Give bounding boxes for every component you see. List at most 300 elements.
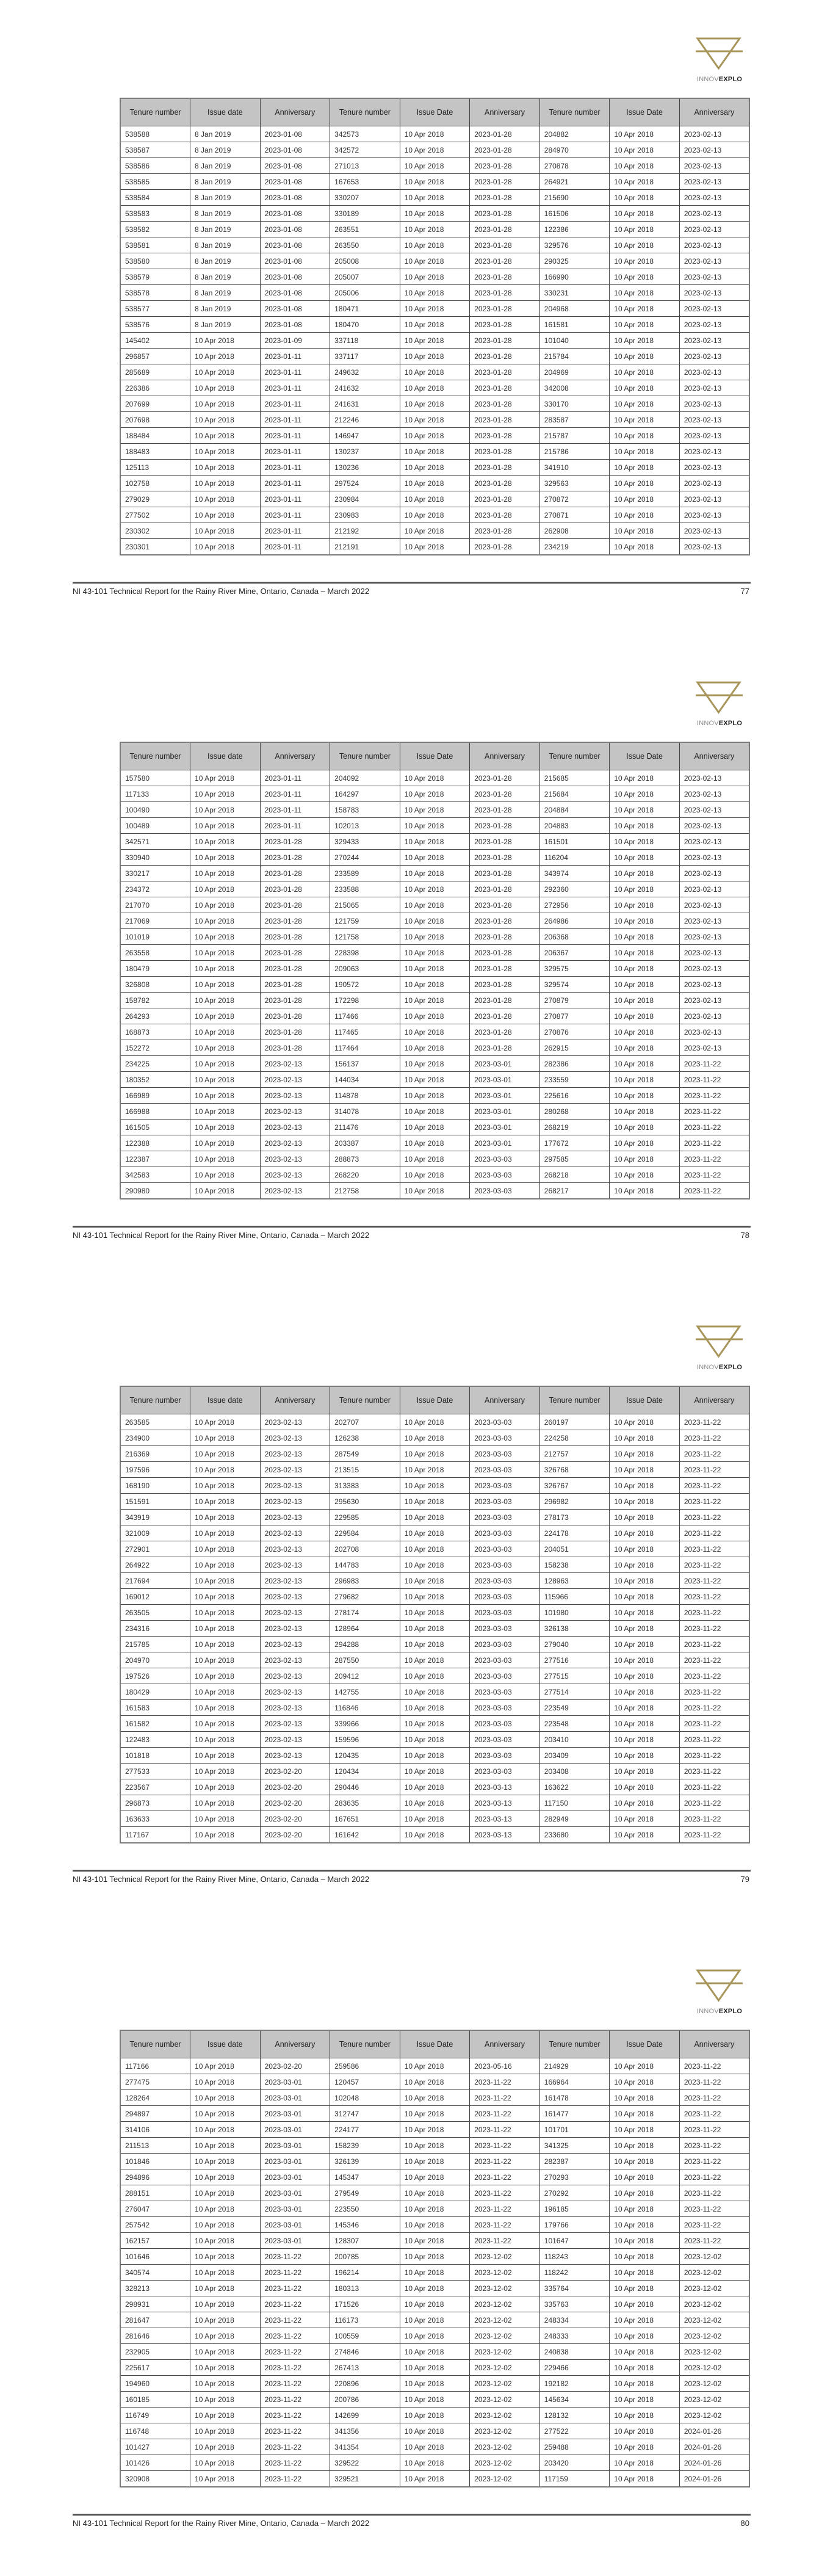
cell-issue-date: 10 Apr 2018: [190, 929, 261, 945]
cell-anniversary: 2023-01-28: [260, 961, 330, 977]
cell-tenure-number: 128132: [539, 2408, 610, 2423]
table-row: [120, 174, 749, 190]
cell-tenure-number: 297585: [539, 1151, 610, 1167]
cell-issue-date: 10 Apr 2018: [400, 1183, 470, 1199]
table-row: [120, 349, 749, 364]
cell-issue-date: 10 Apr 2018: [610, 2201, 680, 2217]
cell-tenure-number: 209063: [330, 961, 400, 977]
table-row: [120, 301, 749, 317]
cell-tenure-number: 117133: [120, 786, 190, 802]
cell-issue-date: 10 Apr 2018: [610, 2217, 680, 2233]
cell-anniversary: 2023-01-08: [260, 174, 330, 190]
cell-anniversary: 2023-01-28: [470, 349, 540, 364]
cell-issue-date: 10 Apr 2018: [190, 913, 261, 929]
cell-anniversary: 2024-01-26: [679, 2423, 749, 2439]
cell-anniversary: 2023-11-22: [679, 2138, 749, 2154]
table-row: [120, 1668, 749, 1684]
cell-issue-date: 10 Apr 2018: [400, 786, 470, 802]
cell-anniversary: 2023-12-02: [679, 2392, 749, 2408]
cell-tenure-number: 180471: [330, 301, 400, 317]
cell-anniversary: 2023-12-02: [470, 2265, 540, 2281]
cell-anniversary: 2023-02-13: [679, 285, 749, 301]
cell-tenure-number: 117159: [539, 2471, 610, 2487]
cell-anniversary: 2023-11-22: [260, 2360, 330, 2376]
column-header-tenure-number: Tenure number: [539, 1386, 610, 1414]
cell-anniversary: 2023-03-03: [470, 1748, 540, 1764]
cell-tenure-number: 294288: [330, 1637, 400, 1652]
table-row: [120, 1430, 749, 1446]
logo-text: INNOVEXPLO: [697, 2008, 743, 2015]
cell-tenure-number: 223550: [330, 2201, 400, 2217]
cell-tenure-number: 538584: [120, 190, 190, 206]
cell-tenure-number: 128307: [330, 2233, 400, 2249]
cell-anniversary: 2023-01-11: [260, 770, 330, 786]
cell-issue-date: 10 Apr 2018: [190, 1494, 261, 1510]
cell-tenure-number: 118242: [539, 2265, 610, 2281]
cell-tenure-number: 342583: [120, 1167, 190, 1183]
cell-tenure-number: 168873: [120, 1024, 190, 1040]
cell-tenure-number: 213515: [330, 1462, 400, 1478]
cell-tenure-number: 204092: [330, 770, 400, 786]
table-row: [120, 1478, 749, 1494]
cell-tenure-number: 313383: [330, 1478, 400, 1494]
cell-issue-date: 10 Apr 2018: [400, 349, 470, 364]
cell-tenure-number: 203410: [539, 1732, 610, 1748]
footer-divider: [73, 582, 751, 584]
cell-tenure-number: 145634: [539, 2392, 610, 2408]
cell-issue-date: 10 Apr 2018: [610, 1700, 680, 1716]
cell-issue-date: 10 Apr 2018: [400, 866, 470, 881]
cell-anniversary: 2023-02-13: [260, 1135, 330, 1151]
cell-issue-date: 10 Apr 2018: [610, 1494, 680, 1510]
footer-divider: [73, 2514, 751, 2516]
cell-tenure-number: 196214: [330, 2265, 400, 2281]
table-row: [120, 333, 749, 349]
cell-anniversary: 2023-01-28: [470, 945, 540, 961]
cell-tenure-number: 314078: [330, 1104, 400, 1120]
cell-issue-date: 10 Apr 2018: [190, 850, 261, 866]
cell-anniversary: 2023-01-11: [260, 349, 330, 364]
cell-tenure-number: 329574: [539, 977, 610, 993]
cell-anniversary: 2023-02-13: [260, 1088, 330, 1104]
cell-issue-date: 10 Apr 2018: [400, 2344, 470, 2360]
cell-anniversary: 2023-02-13: [679, 1008, 749, 1024]
cell-issue-date: 10 Apr 2018: [610, 333, 680, 349]
cell-issue-date: 10 Apr 2018: [610, 1637, 680, 1652]
cell-tenure-number: 215065: [330, 897, 400, 913]
column-header-anniversary: Anniversary: [260, 2030, 330, 2058]
cell-tenure-number: 161506: [539, 206, 610, 222]
cell-anniversary: 2023-01-28: [260, 929, 330, 945]
cell-issue-date: 10 Apr 2018: [190, 2138, 261, 2154]
cell-anniversary: 2023-02-13: [679, 539, 749, 555]
cell-issue-date: 10 Apr 2018: [190, 881, 261, 897]
cell-issue-date: 10 Apr 2018: [610, 2249, 680, 2265]
cell-anniversary: 2023-02-13: [679, 1024, 749, 1040]
cell-anniversary: 2023-02-13: [679, 786, 749, 802]
cell-anniversary: 2023-11-22: [679, 1072, 749, 1088]
cell-tenure-number: 216369: [120, 1446, 190, 1462]
cell-issue-date: 10 Apr 2018: [610, 1072, 680, 1088]
cell-issue-date: 10 Apr 2018: [610, 1827, 680, 1843]
table-row: [120, 1510, 749, 1525]
table-row: [120, 1120, 749, 1135]
cell-issue-date: 10 Apr 2018: [610, 897, 680, 913]
table-row: [120, 2265, 749, 2281]
cell-issue-date: 10 Apr 2018: [190, 1446, 261, 1462]
table-row: [120, 1605, 749, 1621]
cell-tenure-number: 240838: [539, 2344, 610, 2360]
cell-tenure-number: 342008: [539, 380, 610, 396]
cell-issue-date: 10 Apr 2018: [610, 850, 680, 866]
cell-anniversary: 2023-03-01: [260, 2138, 330, 2154]
cell-anniversary: 2023-01-08: [260, 190, 330, 206]
cell-issue-date: 10 Apr 2018: [190, 1573, 261, 1589]
cell-anniversary: 2023-11-22: [679, 1446, 749, 1462]
cell-anniversary: 2023-03-01: [260, 2106, 330, 2122]
cell-anniversary: 2023-11-22: [679, 1700, 749, 1716]
cell-tenure-number: 204970: [120, 1652, 190, 1668]
cell-issue-date: 10 Apr 2018: [610, 1024, 680, 1040]
cell-issue-date: 10 Apr 2018: [610, 1684, 680, 1700]
cell-tenure-number: 282386: [539, 1056, 610, 1072]
cell-anniversary: 2023-01-28: [470, 380, 540, 396]
cell-issue-date: 10 Apr 2018: [610, 507, 680, 523]
cell-anniversary: 2023-01-28: [470, 412, 540, 428]
cell-issue-date: 10 Apr 2018: [190, 1183, 261, 1199]
cell-anniversary: 2023-01-28: [470, 539, 540, 555]
cell-anniversary: 2023-11-22: [679, 2169, 749, 2185]
cell-tenure-number: 264921: [539, 174, 610, 190]
cell-tenure-number: 101040: [539, 333, 610, 349]
cell-issue-date: 10 Apr 2018: [610, 190, 680, 206]
cell-issue-date: 10 Apr 2018: [400, 1510, 470, 1525]
cell-issue-date: 10 Apr 2018: [400, 1151, 470, 1167]
page-number: 79: [740, 1875, 749, 1884]
cell-issue-date: 10 Apr 2018: [610, 1541, 680, 1557]
cell-anniversary: 2023-12-02: [470, 2296, 540, 2312]
cell-tenure-number: 161477: [539, 2106, 610, 2122]
cell-issue-date: 10 Apr 2018: [610, 1573, 680, 1589]
cell-anniversary: 2023-01-28: [470, 190, 540, 206]
cell-tenure-number: 233589: [330, 866, 400, 881]
cell-issue-date: 10 Apr 2018: [400, 1621, 470, 1637]
cell-tenure-number: 234900: [120, 1430, 190, 1446]
cell-anniversary: 2023-01-28: [470, 913, 540, 929]
cell-anniversary: 2023-03-03: [470, 1684, 540, 1700]
cell-tenure-number: 233680: [539, 1827, 610, 1843]
cell-issue-date: 8 Jan 2019: [190, 301, 261, 317]
cell-issue-date: 10 Apr 2018: [190, 523, 261, 539]
cell-anniversary: 2023-12-02: [470, 2408, 540, 2423]
cell-anniversary: 2023-11-22: [260, 2344, 330, 2360]
cell-issue-date: 10 Apr 2018: [400, 1637, 470, 1652]
cell-tenure-number: 290446: [330, 1779, 400, 1795]
column-header-anniversary: Anniversary: [470, 98, 540, 126]
cell-anniversary: 2023-01-11: [260, 523, 330, 539]
cell-tenure-number: 234316: [120, 1621, 190, 1637]
cell-issue-date: 10 Apr 2018: [610, 2455, 680, 2471]
cell-tenure-number: 259488: [539, 2439, 610, 2455]
cell-tenure-number: 215685: [539, 770, 610, 786]
cell-tenure-number: 312747: [330, 2106, 400, 2122]
cell-issue-date: 10 Apr 2018: [610, 222, 680, 237]
cell-tenure-number: 158238: [539, 1557, 610, 1573]
cell-issue-date: 10 Apr 2018: [610, 2408, 680, 2423]
cell-issue-date: 10 Apr 2018: [190, 1811, 261, 1827]
cell-issue-date: 10 Apr 2018: [190, 1732, 261, 1748]
cell-tenure-number: 241631: [330, 396, 400, 412]
column-header-anniversary: Anniversary: [260, 1386, 330, 1414]
cell-issue-date: 10 Apr 2018: [190, 1605, 261, 1621]
cell-anniversary: 2023-11-22: [679, 1135, 749, 1151]
cell-issue-date: 10 Apr 2018: [610, 786, 680, 802]
cell-issue-date: 10 Apr 2018: [400, 1072, 470, 1088]
cell-tenure-number: 270877: [539, 1008, 610, 1024]
cell-anniversary: 2023-02-13: [679, 460, 749, 476]
cell-issue-date: 10 Apr 2018: [400, 142, 470, 158]
cell-tenure-number: 166990: [539, 269, 610, 285]
cell-tenure-number: 270871: [539, 507, 610, 523]
cell-issue-date: 10 Apr 2018: [400, 802, 470, 818]
cell-tenure-number: 117167: [120, 1827, 190, 1843]
table-row: [120, 2455, 749, 2471]
cell-issue-date: 10 Apr 2018: [400, 1795, 470, 1811]
table-row: [120, 1494, 749, 1510]
cell-tenure-number: 196185: [539, 2201, 610, 2217]
cell-anniversary: 2023-03-01: [260, 2185, 330, 2201]
cell-tenure-number: 207699: [120, 396, 190, 412]
cell-anniversary: 2023-01-28: [470, 818, 540, 834]
cell-issue-date: 10 Apr 2018: [610, 2185, 680, 2201]
cell-tenure-number: 211476: [330, 1120, 400, 1135]
cell-tenure-number: 538582: [120, 222, 190, 237]
cell-anniversary: 2023-11-22: [260, 2376, 330, 2392]
cell-anniversary: 2023-11-22: [260, 2328, 330, 2344]
cell-tenure-number: 279549: [330, 2185, 400, 2201]
cell-tenure-number: 217694: [120, 1573, 190, 1589]
cell-issue-date: 10 Apr 2018: [400, 317, 470, 333]
cell-tenure-number: 279029: [120, 491, 190, 507]
cell-tenure-number: 292360: [539, 881, 610, 897]
cell-issue-date: 8 Jan 2019: [190, 222, 261, 237]
cell-anniversary: 2023-11-22: [679, 1510, 749, 1525]
cell-issue-date: 10 Apr 2018: [190, 2090, 261, 2106]
cell-anniversary: 2024-01-26: [679, 2471, 749, 2487]
table-row: [120, 866, 749, 881]
cell-issue-date: 10 Apr 2018: [400, 364, 470, 380]
cell-anniversary: 2023-11-22: [679, 1573, 749, 1589]
cell-anniversary: 2023-03-03: [470, 1478, 540, 1494]
cell-tenure-number: 101846: [120, 2154, 190, 2169]
cell-issue-date: 10 Apr 2018: [190, 2058, 261, 2074]
cell-issue-date: 10 Apr 2018: [190, 977, 261, 993]
cell-anniversary: 2023-01-28: [260, 897, 330, 913]
cell-anniversary: 2023-11-22: [679, 1716, 749, 1732]
cell-issue-date: 10 Apr 2018: [400, 174, 470, 190]
cell-tenure-number: 280268: [539, 1104, 610, 1120]
cell-anniversary: 2023-03-01: [470, 1135, 540, 1151]
cell-anniversary: 2023-02-13: [260, 1621, 330, 1637]
cell-issue-date: 10 Apr 2018: [400, 1120, 470, 1135]
cell-issue-date: 10 Apr 2018: [400, 1684, 470, 1700]
cell-issue-date: 10 Apr 2018: [610, 1764, 680, 1779]
cell-tenure-number: 122388: [120, 1135, 190, 1151]
cell-anniversary: 2023-11-22: [260, 2408, 330, 2423]
cell-anniversary: 2023-11-22: [679, 2090, 749, 2106]
cell-tenure-number: 330940: [120, 850, 190, 866]
cell-anniversary: 2023-02-13: [260, 1652, 330, 1668]
cell-tenure-number: 101818: [120, 1748, 190, 1764]
table-row: [120, 2074, 749, 2090]
cell-issue-date: 10 Apr 2018: [610, 126, 680, 142]
cell-issue-date: 10 Apr 2018: [400, 1827, 470, 1843]
cell-tenure-number: 297524: [330, 476, 400, 491]
cell-issue-date: 10 Apr 2018: [190, 349, 261, 364]
cell-anniversary: 2023-02-13: [260, 1684, 330, 1700]
cell-issue-date: 10 Apr 2018: [400, 1652, 470, 1668]
cell-issue-date: 10 Apr 2018: [190, 2281, 261, 2296]
cell-anniversary: 2023-01-28: [260, 945, 330, 961]
cell-anniversary: 2023-01-28: [470, 206, 540, 222]
cell-anniversary: 2023-12-02: [470, 2344, 540, 2360]
table-row: [120, 396, 749, 412]
cell-tenure-number: 233588: [330, 881, 400, 897]
cell-issue-date: 10 Apr 2018: [400, 190, 470, 206]
cell-anniversary: 2023-11-22: [679, 1811, 749, 1827]
cell-tenure-number: 161642: [330, 1827, 400, 1843]
table-row: [120, 1652, 749, 1668]
cell-tenure-number: 101701: [539, 2122, 610, 2138]
cell-anniversary: 2023-02-20: [260, 2058, 330, 2074]
table-row: [120, 818, 749, 834]
cell-anniversary: 2023-02-13: [260, 1525, 330, 1541]
cell-anniversary: 2023-12-02: [470, 2392, 540, 2408]
innovexplo-logo: [696, 1325, 746, 1375]
cell-tenure-number: 115966: [539, 1589, 610, 1605]
table-row: [120, 2169, 749, 2185]
cell-tenure-number: 157580: [120, 770, 190, 786]
cell-issue-date: 10 Apr 2018: [610, 1446, 680, 1462]
cell-issue-date: 10 Apr 2018: [400, 834, 470, 850]
cell-issue-date: 10 Apr 2018: [190, 1430, 261, 1446]
table-row: [120, 2217, 749, 2233]
cell-tenure-number: 248334: [539, 2312, 610, 2328]
cell-tenure-number: 343919: [120, 1510, 190, 1525]
cell-issue-date: 10 Apr 2018: [610, 834, 680, 850]
cell-issue-date: 10 Apr 2018: [190, 2217, 261, 2233]
mining-claims-table: [120, 2030, 750, 2487]
cell-anniversary: 2023-11-22: [679, 1120, 749, 1135]
cell-anniversary: 2023-03-03: [470, 1764, 540, 1779]
cell-issue-date: 10 Apr 2018: [400, 2138, 470, 2154]
cell-tenure-number: 117464: [330, 1040, 400, 1056]
cell-tenure-number: 277533: [120, 1764, 190, 1779]
column-header-anniversary: Anniversary: [679, 1386, 749, 1414]
cell-tenure-number: 100489: [120, 818, 190, 834]
cell-tenure-number: 538585: [120, 174, 190, 190]
cell-issue-date: 10 Apr 2018: [190, 1008, 261, 1024]
cell-issue-date: 10 Apr 2018: [190, 945, 261, 961]
cell-tenure-number: 152272: [120, 1040, 190, 1056]
cell-issue-date: 10 Apr 2018: [610, 913, 680, 929]
cell-tenure-number: 329522: [330, 2455, 400, 2471]
cell-tenure-number: 329433: [330, 834, 400, 850]
cell-anniversary: 2023-03-03: [470, 1183, 540, 1199]
cell-anniversary: 2023-11-22: [679, 1541, 749, 1557]
cell-anniversary: 2023-02-13: [260, 1637, 330, 1652]
cell-anniversary: 2023-01-08: [260, 237, 330, 253]
cell-issue-date: 10 Apr 2018: [400, 2455, 470, 2471]
cell-anniversary: 2023-03-01: [260, 2217, 330, 2233]
cell-issue-date: 10 Apr 2018: [190, 2328, 261, 2344]
cell-anniversary: 2023-11-22: [470, 2169, 540, 2185]
cell-anniversary: 2023-11-22: [679, 1167, 749, 1183]
table-row: [120, 961, 749, 977]
cell-anniversary: 2023-01-28: [260, 913, 330, 929]
cell-tenure-number: 101426: [120, 2455, 190, 2471]
cell-issue-date: 8 Jan 2019: [190, 126, 261, 142]
cell-issue-date: 10 Apr 2018: [610, 2376, 680, 2392]
cell-tenure-number: 215785: [120, 1637, 190, 1652]
cell-anniversary: 2023-01-28: [470, 881, 540, 897]
cell-issue-date: 10 Apr 2018: [190, 2312, 261, 2328]
cell-tenure-number: 161582: [120, 1716, 190, 1732]
cell-tenure-number: 281647: [120, 2312, 190, 2328]
cell-issue-date: 10 Apr 2018: [610, 1008, 680, 1024]
cell-issue-date: 8 Jan 2019: [190, 237, 261, 253]
cell-issue-date: 10 Apr 2018: [610, 476, 680, 491]
cell-tenure-number: 279040: [539, 1637, 610, 1652]
cell-anniversary: 2023-01-11: [260, 444, 330, 460]
table-row: [120, 412, 749, 428]
logo-text: INNOVEXPLO: [697, 76, 743, 83]
cell-tenure-number: 288873: [330, 1151, 400, 1167]
cell-issue-date: 10 Apr 2018: [400, 412, 470, 428]
cell-issue-date: 10 Apr 2018: [610, 1652, 680, 1668]
cell-anniversary: 2023-11-22: [470, 2074, 540, 2090]
cell-tenure-number: 328213: [120, 2281, 190, 2296]
cell-anniversary: 2023-11-22: [679, 2201, 749, 2217]
cell-tenure-number: 262915: [539, 1040, 610, 1056]
cell-anniversary: 2023-02-13: [260, 1167, 330, 1183]
cell-anniversary: 2023-01-11: [260, 364, 330, 380]
cell-anniversary: 2023-11-22: [679, 1557, 749, 1573]
cell-anniversary: 2023-02-13: [260, 1668, 330, 1684]
cell-issue-date: 10 Apr 2018: [400, 460, 470, 476]
cell-anniversary: 2023-01-28: [260, 866, 330, 881]
cell-issue-date: 10 Apr 2018: [610, 2360, 680, 2376]
cell-anniversary: 2023-01-28: [470, 507, 540, 523]
cell-anniversary: 2023-02-13: [679, 301, 749, 317]
table-row: [120, 2471, 749, 2487]
cell-tenure-number: 296983: [330, 1573, 400, 1589]
cell-anniversary: 2023-11-22: [260, 2423, 330, 2439]
cell-issue-date: 10 Apr 2018: [400, 1541, 470, 1557]
cell-tenure-number: 204051: [539, 1541, 610, 1557]
cell-tenure-number: 172298: [330, 993, 400, 1008]
table-row: [120, 834, 749, 850]
cell-issue-date: 10 Apr 2018: [610, 1557, 680, 1573]
cell-anniversary: 2023-05-16: [470, 2058, 540, 2074]
footer-report-title: NI 43-101 Technical Report for the Rainy River Mine, Ontario, Canada – March 2022: [73, 1875, 370, 1884]
cell-anniversary: 2023-02-13: [679, 253, 749, 269]
cell-anniversary: 2023-02-13: [679, 881, 749, 897]
cell-anniversary: 2023-03-03: [470, 1446, 540, 1462]
table-row: [120, 2122, 749, 2138]
cell-tenure-number: 156137: [330, 1056, 400, 1072]
cell-tenure-number: 130236: [330, 460, 400, 476]
